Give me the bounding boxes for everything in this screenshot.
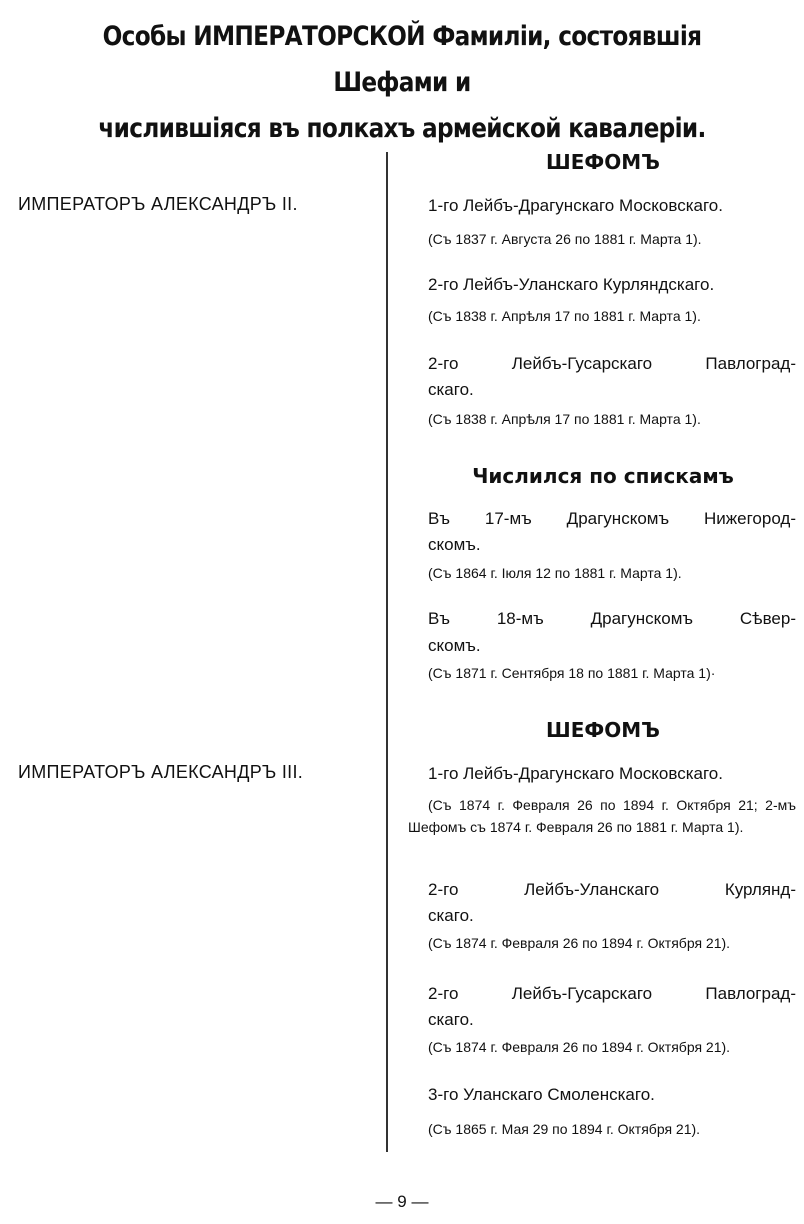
regiment-entry: 2-го Лейбъ-Гусарскаго Павлоград- — [428, 984, 796, 1003]
section-heading-chief-2: ШЕФОМЪ — [546, 718, 660, 742]
period-note: (Съ 1874 г. Февраля 26 по 1894 г. Октября 21). — [428, 1039, 731, 1055]
period-note: (Съ 1838 г. Апрѣля 17 по 1881 г. Марта 1). — [428, 411, 701, 427]
regiment-entry: 2-го Лейбъ-Уланскаго Курлянд- — [428, 880, 796, 899]
person-alexander-iii: ИМПЕРАТОРЪ АЛЕКСАНДРЪ III. — [18, 762, 304, 782]
period-note: (Съ 1837 г. Августа 26 по 1881 г. Марта 1). — [428, 231, 702, 247]
regiment-entry-continued: скомъ. — [428, 636, 481, 655]
section-heading-chief-1: ШЕФОМЪ — [546, 150, 660, 174]
regiment-entry-continued: скаго. — [428, 906, 474, 925]
regiment-entry: 1-го Лейбъ-Драгунскаго Московскаго. — [428, 196, 723, 215]
period-note: (Съ 1838 г. Апрѣля 17 по 1881 г. Марта 1). — [428, 308, 701, 324]
regiment-entry-continued: скомъ. — [428, 535, 481, 554]
title-line-1: Особы ИМПЕРАТОРСКОЙ Фамилiи, состоявшiя Шефами и — [102, 21, 702, 98]
period-note: (Съ 1864 г. Iюля 12 по 1881 г. Марта 1). — [428, 565, 682, 581]
page-number: — 9 — — [375, 1192, 429, 1211]
column-divider — [386, 152, 388, 1152]
regiment-entry: 2-го Лейбъ-Гусарскаго Павлоград- — [428, 354, 796, 373]
period-note: (Съ 1874 г. Февраля 26 по 1894 г. Октября 21). — [428, 935, 731, 951]
regiment-entry: Въ 18-мъ Драгунскомъ Сѣвер- — [428, 609, 796, 628]
title-line-2: числившiяся въ полкахъ армейской кавалерiи. — [98, 113, 706, 144]
regiment-entry-continued: скаго. — [428, 380, 474, 399]
page-title — [56, 14, 747, 152]
period-note: (Съ 1865 г. Мая 29 по 1894 г. Октября 21). — [428, 1121, 701, 1137]
person-alexander-ii: ИМПЕРАТОРЪ АЛЕКСАНДРЪ II. — [18, 194, 298, 214]
regiment-entry: 1-го Лейбъ-Драгунскаго Московскаго. — [428, 764, 723, 783]
regiment-entry-continued: скаго. — [428, 1010, 474, 1029]
regiment-entry: 2-го Лейбъ-Уланскаго Курляндскаго. — [428, 275, 715, 294]
period-note: (Съ 1874 г. Февраля 26 по 1894 г. Октября 21; 2-мъ Шефомъ съ 1874 г. Февраля 26 по 1881 г. Марта 1). — [408, 797, 796, 835]
period-note: (Съ 1871 г. Сентября 18 по 1881 г. Марта 1)· — [428, 665, 716, 681]
section-heading-listed: Числился по спискамъ — [472, 464, 734, 488]
regiment-entry: 3-го Уланскаго Смоленскаго. — [428, 1085, 655, 1104]
regiment-entry: Въ 17-мъ Драгунскомъ Нижегород- — [428, 509, 796, 528]
